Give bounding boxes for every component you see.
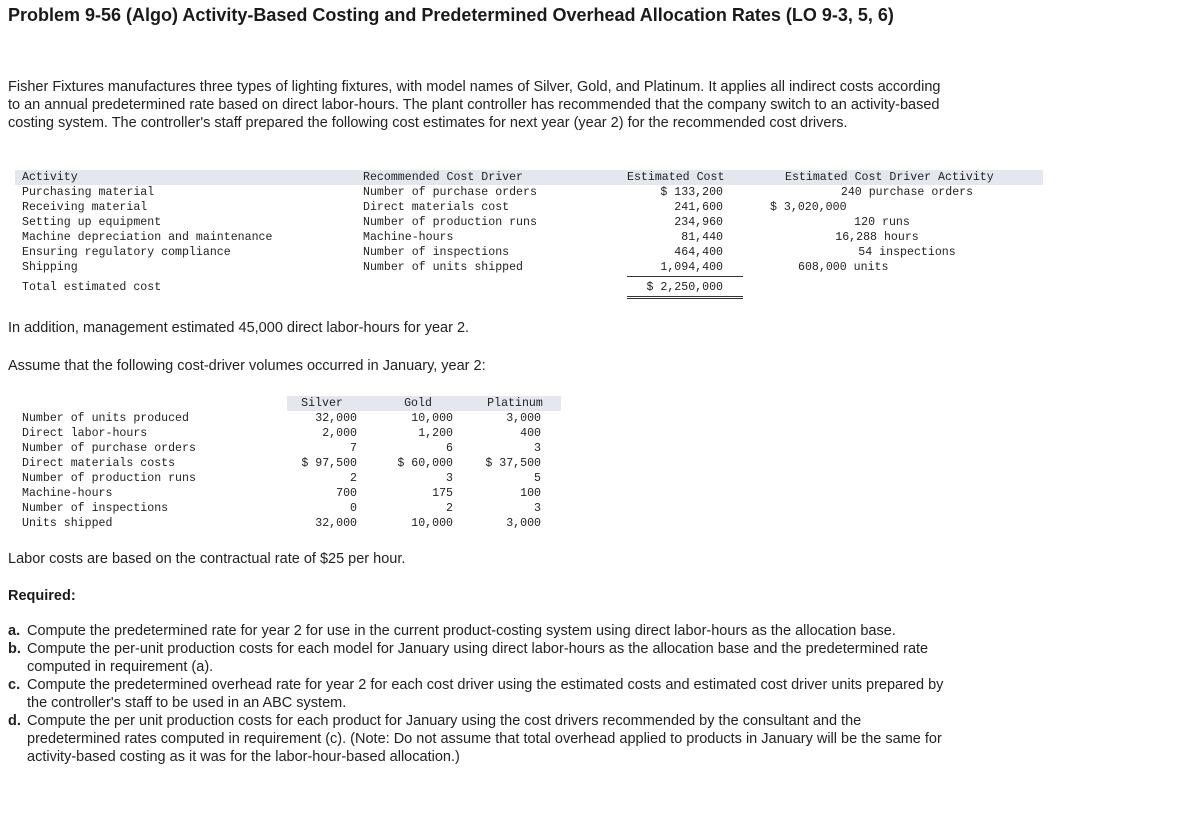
total-value: $ 2,250,000 — [646, 281, 723, 294]
platinum-cell: 3,000 — [506, 517, 541, 530]
silver-cell: 32,000 — [315, 517, 357, 530]
silver-cell: 2 — [350, 472, 357, 485]
requirement-label: b. — [8, 641, 21, 657]
gold-cell: 175 — [432, 487, 453, 500]
requirement-label: c. — [8, 677, 21, 693]
activity-qty-cell: $ 3,020,000 — [770, 201, 847, 214]
labor-hours-paragraph: In addition, management estimated 45,000 direct labor-hours for year 2. — [8, 320, 470, 336]
requirement-text: Compute the predetermined overhead rate for year 2 for each cost driver using the estimated costs and estimated cost driver units prepared by the controller's staff to be used in an ABC system. — [27, 677, 944, 711]
silver-cell: 2,000 — [322, 427, 357, 440]
requirement-item — [8, 622, 948, 640]
platinum-cell: 3 — [534, 502, 541, 515]
requirement-item — [8, 676, 948, 712]
requirement-text: Compute the per unit production costs for each product for January using the cost drivers recommended by the consultant and the predetermined rates computed in requirement (c). (Note: Do not assume that total overhead applied to products in January will be the same for activity-based costing as it was for the labor-hour-based allocation.) — [27, 713, 942, 765]
driver-cell: Number of production runs — [363, 216, 537, 229]
cost-cell: 81,440 — [681, 231, 723, 244]
driver-cell: Number of inspections — [363, 246, 510, 259]
platinum-cell: 3,000 — [506, 412, 541, 425]
silver-cell: 7 — [350, 442, 357, 455]
row-label: Units shipped — [22, 517, 113, 530]
gold-cell: 10,000 — [411, 517, 453, 530]
driver-cell: Number of purchase orders — [363, 186, 537, 199]
header-cost-driver: Recommended Cost Driver — [363, 171, 524, 184]
activity-qty-cell: 16,288 hours — [835, 231, 919, 244]
row-label: Number of production runs — [22, 472, 196, 485]
cost-cell: 234,960 — [674, 216, 723, 229]
cost-cell: 464,400 — [674, 246, 723, 259]
requirement-text: Compute the predetermined rate for year 2 for use in the current product-costing system using direct labor-hours as the allocation base. — [27, 623, 896, 639]
silver-cell: $ 97,500 — [301, 457, 357, 470]
requirement-item — [8, 640, 948, 676]
gold-cell: 2 — [446, 502, 453, 515]
total-double-rule-bottom — [627, 298, 743, 299]
activity-qty-cell: 54 inspections — [858, 246, 956, 259]
header-activity: Activity — [22, 171, 78, 184]
activity-cell: Receiving material — [22, 201, 148, 214]
requirements-list — [8, 622, 948, 766]
intro-paragraph: Fisher Fixtures manufactures three types of lighting fixtures, with model names of Silver, Gold, and Platinum. It applies all indirect costs according to an annual predetermined rate based on direct labor-hours. The plant controller has recommended that the company switch to an activity-based costing system. The controller's staff prepared the following cost estimates for next year (year 2) for the recommended cost drivers. — [8, 79, 941, 131]
volumes-intro-paragraph: Assume that the following cost-driver volumes occurred in January, year 2: — [8, 358, 486, 374]
driver-cell: Machine-hours — [363, 231, 454, 244]
header-estimated-cost: Estimated Cost — [627, 171, 725, 184]
header-platinum: Platinum — [487, 397, 543, 410]
platinum-cell: 100 — [520, 487, 541, 500]
platinum-cell: 3 — [534, 442, 541, 455]
required-heading: Required: — [8, 588, 76, 604]
activity-qty-cell: 608,000 units — [798, 261, 889, 274]
platinum-cell: 5 — [534, 472, 541, 485]
total-label: Total estimated cost — [22, 281, 162, 294]
gold-cell: 1,200 — [418, 427, 453, 440]
header-gold: Gold — [404, 397, 432, 410]
activity-cell: Setting up equipment — [22, 216, 162, 229]
platinum-cell: $ 37,500 — [485, 457, 541, 470]
silver-cell: 0 — [350, 502, 357, 515]
driver-cell: Number of units shipped — [363, 261, 524, 274]
row-label: Number of inspections — [22, 502, 169, 515]
row-label: Direct labor-hours — [22, 427, 148, 440]
activity-qty-cell: 240 purchase orders — [840, 186, 974, 199]
row-label: Machine-hours — [22, 487, 113, 500]
row-label: Direct materials costs — [22, 457, 176, 470]
driver-cell: Direct materials cost — [363, 201, 510, 214]
total-double-rule-top — [627, 296, 743, 297]
requirement-item — [8, 712, 948, 766]
activity-cell: Ensuring regulatory compliance — [22, 246, 231, 259]
header-driver-activity: Estimated Cost Driver Activity — [785, 171, 994, 184]
gold-cell: 3 — [446, 472, 453, 485]
cost-cell: $ 133,200 — [660, 186, 723, 199]
requirement-label: a. — [8, 623, 21, 639]
row-label: Number of purchase orders — [22, 442, 196, 455]
row-label: Number of units produced — [22, 412, 189, 425]
cost-cell: 241,600 — [674, 201, 723, 214]
activity-cell: Machine depreciation and maintenance — [22, 231, 273, 244]
gold-cell: $ 60,000 — [397, 457, 453, 470]
silver-cell: 700 — [336, 487, 357, 500]
cost-driver-volume-table — [15, 396, 563, 531]
problem-title: Problem 9-56 (Algo) Activity-Based Costing and Predetermined Overhead Allocation Rates (LO 9-3, 5, 6) — [8, 5, 894, 25]
platinum-cell: 400 — [520, 427, 541, 440]
gold-cell: 10,000 — [411, 412, 453, 425]
header-silver: Silver — [301, 397, 343, 410]
activity-qty-cell: 120 runs — [854, 216, 910, 229]
requirement-label: d. — [8, 713, 21, 729]
labor-rate-paragraph: Labor costs are based on the contractual rate of $25 per hour. — [8, 551, 406, 567]
activity-cell: Shipping — [22, 261, 78, 274]
silver-cell: 32,000 — [315, 412, 357, 425]
activity-cell: Purchasing material — [22, 186, 155, 199]
cost-cell: 1,094,400 — [660, 261, 723, 274]
gold-cell: 6 — [446, 442, 453, 455]
requirement-text: Compute the per-unit production costs for each model for January using direct labor-hours as the allocation base and the predetermined rate computed in requirement (a). — [27, 641, 929, 675]
subtotal-rule — [627, 276, 743, 277]
